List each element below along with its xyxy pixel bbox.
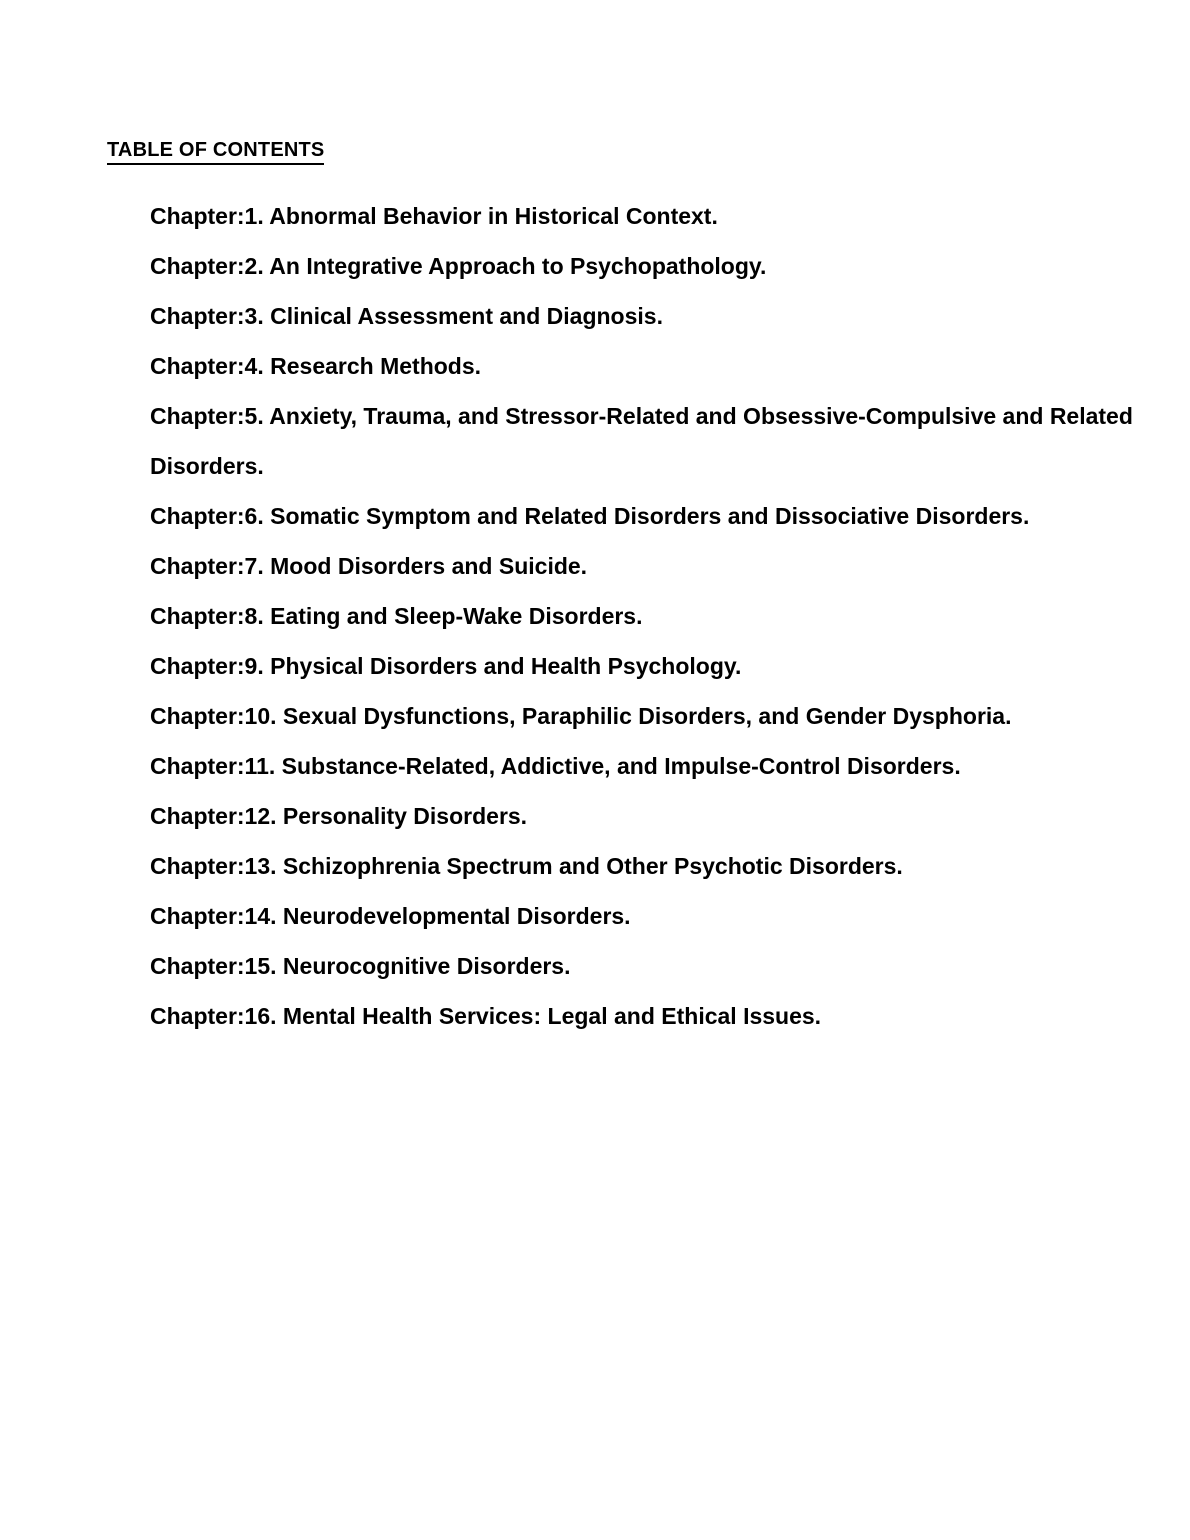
toc-entry: Chapter:1. Abnormal Behavior in Historical Context. (150, 203, 718, 229)
toc-entry: Chapter:9. Physical Disorders and Health Psychology. (150, 653, 742, 679)
chapter-list (150, 191, 1180, 1041)
toc-entry: Chapter:3. Clinical Assessment and Diagnosis. (150, 303, 663, 329)
toc-entry: Chapter:6. Somatic Symptom and Related Disorders and Dissociative Disorders. (150, 503, 1030, 529)
toc-entry: Chapter:11. Substance-Related, Addictive, and Impulse-Control Disorders. (150, 753, 961, 779)
toc-entry: Chapter:4. Research Methods. (150, 353, 482, 379)
toc-entry: Chapter:8. Eating and Sleep-Wake Disorders. (150, 603, 643, 629)
toc-entry: Chapter:7. Mood Disorders and Suicide. (150, 553, 588, 579)
toc-entry: Chapter:16. Mental Health Services: Legal and Ethical Issues. (150, 1003, 822, 1029)
toc-entry: Chapter:2. An Integrative Approach to Psychopathology. (150, 253, 767, 279)
page-title: TABLE OF CONTENTS (107, 138, 324, 165)
toc-entry: Chapter:12. Personality Disorders. (150, 803, 528, 829)
toc-entry: Chapter:5. Anxiety, Trauma, and Stressor-Related and Obsessive-Compulsive and Related Disorders. (150, 403, 1133, 479)
toc-entry: Chapter:10. Sexual Dysfunctions, Paraphilic Disorders, and Gender Dysphoria. (150, 703, 1012, 729)
toc-entry: Chapter:15. Neurocognitive Disorders. (150, 953, 571, 979)
toc-entry: Chapter:14. Neurodevelopmental Disorders. (150, 903, 631, 929)
toc-entry: Chapter:13. Schizophrenia Spectrum and Other Psychotic Disorders. (150, 853, 903, 879)
